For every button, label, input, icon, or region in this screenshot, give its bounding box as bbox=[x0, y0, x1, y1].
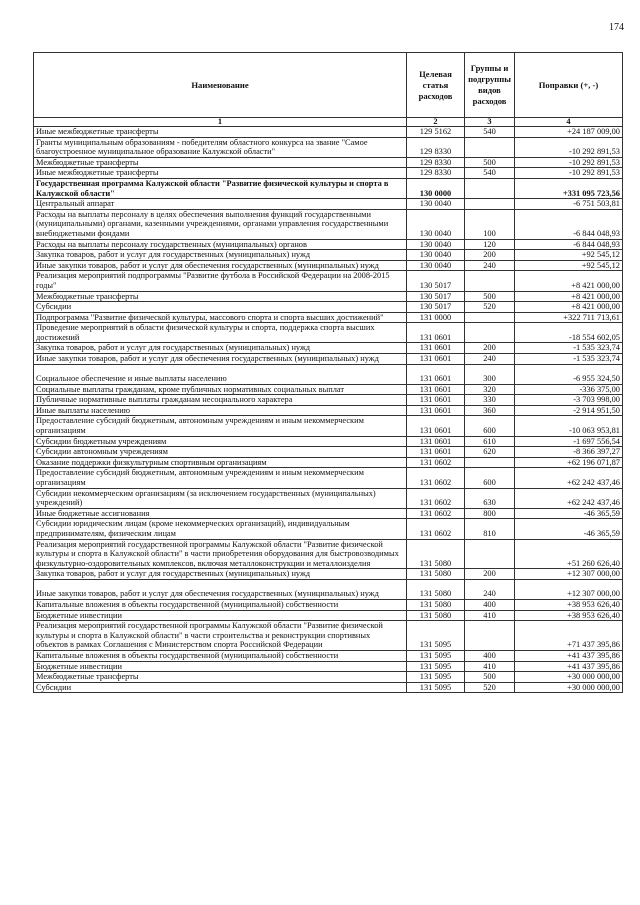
row-amendment-amount: -46 365,59 bbox=[515, 508, 623, 519]
row-amendment-amount: +62 242 437,46 bbox=[515, 468, 623, 488]
row-name: Закупка товаров, работ и услуг для государственных (муниципальных) нужд bbox=[34, 569, 407, 580]
table-body bbox=[34, 127, 623, 693]
row-amendment-amount: +331 095 723,56 bbox=[515, 178, 623, 198]
row-name: Капитальные вложения в объекты государственной (муниципальной) собственности bbox=[34, 599, 407, 610]
table-row bbox=[34, 384, 623, 395]
row-expense-group: 410 bbox=[465, 610, 515, 621]
row-target-article: 131 5095 bbox=[407, 650, 465, 661]
row-expense-group: 360 bbox=[465, 405, 515, 416]
row-target-article: 129 8330 bbox=[407, 168, 465, 179]
table-row bbox=[34, 569, 623, 580]
row-expense-group: 400 bbox=[465, 650, 515, 661]
row-amendment-amount: +322 711 713,61 bbox=[515, 312, 623, 323]
table-header-row bbox=[34, 53, 623, 118]
table-row bbox=[34, 621, 623, 651]
row-name: Субсидии некоммерческим организациям (за исключением государственных (муниципальных) учреждений) bbox=[34, 488, 407, 508]
row-target-article: 131 0601 bbox=[407, 343, 465, 354]
row-target-article: 130 5017 bbox=[407, 302, 465, 313]
row-expense-group: 500 bbox=[465, 157, 515, 168]
row-amendment-amount: +30 000 000,00 bbox=[515, 682, 623, 693]
row-target-article: 131 0602 bbox=[407, 457, 465, 468]
table-row bbox=[34, 157, 623, 168]
table-row bbox=[34, 271, 623, 291]
row-amendment-amount: +30 000 000,00 bbox=[515, 672, 623, 683]
row-expense-group: 100 bbox=[465, 209, 515, 239]
row-target-article: 131 5080 bbox=[407, 610, 465, 621]
header-target-article: Целевая статья расходов bbox=[407, 53, 465, 118]
row-name: Оказание поддержки физкультурным спортивным организациям bbox=[34, 457, 407, 468]
table-row bbox=[34, 447, 623, 458]
row-name: Межбюджетные трансферты bbox=[34, 291, 407, 302]
row-expense-group: 520 bbox=[465, 302, 515, 313]
row-name: Субсидии bbox=[34, 302, 407, 313]
row-expense-group: 800 bbox=[465, 508, 515, 519]
row-name: Капитальные вложения в объекты государственной (муниципальной) собственности bbox=[34, 650, 407, 661]
row-name: Гранты муниципальным образованиям - победителям областного конкурса на звание "Самое благоустроенное муниципальное образование Калужской области" bbox=[34, 137, 407, 157]
row-expense-group bbox=[465, 271, 515, 291]
row-name: Закупка товаров, работ и услуг для государственных (муниципальных) нужд bbox=[34, 250, 407, 261]
table-row bbox=[34, 178, 623, 198]
row-amendment-amount: +41 437 395,86 bbox=[515, 661, 623, 672]
row-expense-group: 300 bbox=[465, 364, 515, 384]
row-amendment-amount: -1 697 556,54 bbox=[515, 436, 623, 447]
row-target-article: 131 0601 bbox=[407, 354, 465, 365]
table-row bbox=[34, 599, 623, 610]
row-expense-group: 520 bbox=[465, 682, 515, 693]
row-target-article: 131 0602 bbox=[407, 508, 465, 519]
row-name: Межбюджетные трансферты bbox=[34, 672, 407, 683]
row-target-article: 130 0040 bbox=[407, 260, 465, 271]
row-name: Расходы на выплаты персоналу государственных (муниципальных) органов bbox=[34, 239, 407, 250]
row-amendment-amount: +38 953 626,40 bbox=[515, 610, 623, 621]
row-name: Расходы на выплаты персоналу в целях обеспечения выполнения функций государственными (муниципальными) органами, казенными учреждениями, органами управления государственными внебюджетными фондами bbox=[34, 209, 407, 239]
row-target-article: 131 5080 bbox=[407, 539, 465, 569]
column-number: 1 bbox=[34, 118, 407, 127]
row-name: Иные закупки товаров, работ и услуг для обеспечения государственных (муниципальных) нужд bbox=[34, 354, 407, 365]
row-amendment-amount: +12 307 000,00 bbox=[515, 569, 623, 580]
table-row bbox=[34, 661, 623, 672]
row-amendment-amount: -6 751 503,81 bbox=[515, 199, 623, 210]
row-amendment-amount: -8 366 397,27 bbox=[515, 447, 623, 458]
row-target-article: 131 0602 bbox=[407, 488, 465, 508]
table-row bbox=[34, 416, 623, 436]
row-name: Проведение мероприятий в области физической культуры и спорта, поддержка спорта высших достижений bbox=[34, 323, 407, 343]
table-row bbox=[34, 682, 623, 693]
table-row bbox=[34, 199, 623, 210]
budget-amendments-table bbox=[33, 52, 623, 693]
row-name: Иные закупки товаров, работ и услуг для обеспечения государственных (муниципальных) нужд bbox=[34, 260, 407, 271]
table-row bbox=[34, 457, 623, 468]
row-target-article: 130 0040 bbox=[407, 199, 465, 210]
row-amendment-amount: -1 535 323,74 bbox=[515, 343, 623, 354]
row-expense-group bbox=[465, 137, 515, 157]
row-expense-group: 500 bbox=[465, 291, 515, 302]
row-target-article: 131 0601 bbox=[407, 364, 465, 384]
row-amendment-amount: -10 292 891,53 bbox=[515, 157, 623, 168]
row-expense-group bbox=[465, 457, 515, 468]
row-amendment-amount: +8 421 000,00 bbox=[515, 271, 623, 291]
table-row bbox=[34, 209, 623, 239]
row-name: Иные бюджетные ассигнования bbox=[34, 508, 407, 519]
row-amendment-amount: +62 196 071,87 bbox=[515, 457, 623, 468]
row-name: Иные межбюджетные трансферты bbox=[34, 168, 407, 179]
row-expense-group: 540 bbox=[465, 168, 515, 179]
row-expense-group: 410 bbox=[465, 661, 515, 672]
row-amendment-amount: -10 292 891,53 bbox=[515, 168, 623, 179]
table-row bbox=[34, 239, 623, 250]
table-row bbox=[34, 291, 623, 302]
row-expense-group: 320 bbox=[465, 384, 515, 395]
row-target-article: 131 0601 bbox=[407, 395, 465, 406]
row-amendment-amount: -6 844 048,93 bbox=[515, 239, 623, 250]
row-target-article: 130 0040 bbox=[407, 209, 465, 239]
row-expense-group: 240 bbox=[465, 260, 515, 271]
row-target-article: 131 0601 bbox=[407, 436, 465, 447]
row-name: Предоставление субсидий бюджетным, автономным учреждениям и иным некоммерческим организациям bbox=[34, 416, 407, 436]
table-row bbox=[34, 539, 623, 569]
row-expense-group: 240 bbox=[465, 579, 515, 599]
row-expense-group: 500 bbox=[465, 672, 515, 683]
row-expense-group: 810 bbox=[465, 519, 515, 539]
row-amendment-amount: +92 545,12 bbox=[515, 250, 623, 261]
row-expense-group: 330 bbox=[465, 395, 515, 406]
header-expense-groups: Группы и подгруппы видов расходов bbox=[465, 53, 515, 118]
row-amendment-amount: +71 437 395,86 bbox=[515, 621, 623, 651]
row-target-article: 131 0601 bbox=[407, 323, 465, 343]
row-amendment-amount: +62 242 437,46 bbox=[515, 488, 623, 508]
row-amendment-amount: -18 554 602,05 bbox=[515, 323, 623, 343]
row-amendment-amount: -6 955 324,50 bbox=[515, 364, 623, 384]
table-row bbox=[34, 579, 623, 599]
table-row bbox=[34, 168, 623, 179]
row-expense-group: 630 bbox=[465, 488, 515, 508]
row-name: Субсидии юридическим лицам (кроме некоммерческих организаций), индивидуальным предпринимателям, физическим лицам bbox=[34, 519, 407, 539]
table-row bbox=[34, 323, 623, 343]
table-row bbox=[34, 672, 623, 683]
row-amendment-amount: +38 953 626,40 bbox=[515, 599, 623, 610]
row-expense-group bbox=[465, 178, 515, 198]
header-amendments: Поправки (+, -) bbox=[515, 53, 623, 118]
row-expense-group: 600 bbox=[465, 416, 515, 436]
table-row bbox=[34, 488, 623, 508]
row-name: Субсидии бюджетным учреждениям bbox=[34, 436, 407, 447]
row-expense-group bbox=[465, 323, 515, 343]
table-row bbox=[34, 137, 623, 157]
row-name: Иные выплаты населению bbox=[34, 405, 407, 416]
row-name: Социальные выплаты гражданам, кроме публичных нормативных социальных выплат bbox=[34, 384, 407, 395]
row-target-article: 131 0601 bbox=[407, 405, 465, 416]
column-number: 4 bbox=[515, 118, 623, 127]
table-row bbox=[34, 436, 623, 447]
row-name: Субсидии bbox=[34, 682, 407, 693]
table-row bbox=[34, 650, 623, 661]
row-target-article: 129 8330 bbox=[407, 137, 465, 157]
row-target-article: 131 0000 bbox=[407, 312, 465, 323]
row-expense-group bbox=[465, 621, 515, 651]
row-amendment-amount: +41 437 395,86 bbox=[515, 650, 623, 661]
row-target-article: 130 0040 bbox=[407, 239, 465, 250]
row-expense-group: 240 bbox=[465, 354, 515, 365]
row-amendment-amount: -6 844 048,93 bbox=[515, 209, 623, 239]
column-number: 2 bbox=[407, 118, 465, 127]
row-name: Государственная программа Калужской области "Развитие физической культуры и спорта в Калужской области" bbox=[34, 178, 407, 198]
row-target-article: 130 5017 bbox=[407, 271, 465, 291]
row-target-article: 131 0601 bbox=[407, 384, 465, 395]
row-name: Иные закупки товаров, работ и услуг для обеспечения государственных (муниципальных) нужд bbox=[34, 579, 407, 599]
column-number-row bbox=[34, 118, 623, 127]
table-row bbox=[34, 468, 623, 488]
table-row bbox=[34, 508, 623, 519]
table-row bbox=[34, 343, 623, 354]
row-expense-group: 620 bbox=[465, 447, 515, 458]
row-name: Предоставление субсидий бюджетным, автономным учреждениям и иным некоммерческим организациям bbox=[34, 468, 407, 488]
row-expense-group: 200 bbox=[465, 250, 515, 261]
row-target-article: 131 5080 bbox=[407, 579, 465, 599]
row-amendment-amount: -3 703 998,00 bbox=[515, 395, 623, 406]
row-name: Бюджетные инвестиции bbox=[34, 610, 407, 621]
row-amendment-amount: +8 421 000,00 bbox=[515, 302, 623, 313]
row-expense-group: 200 bbox=[465, 569, 515, 580]
row-amendment-amount: -10 292 891,53 bbox=[515, 137, 623, 157]
row-target-article: 131 5095 bbox=[407, 672, 465, 683]
row-expense-group: 400 bbox=[465, 599, 515, 610]
row-expense-group: 200 bbox=[465, 343, 515, 354]
row-amendment-amount: -1 535 323,74 bbox=[515, 354, 623, 365]
row-amendment-amount: +92 545,12 bbox=[515, 260, 623, 271]
row-expense-group bbox=[465, 539, 515, 569]
row-expense-group: 540 bbox=[465, 127, 515, 138]
row-name: Публичные нормативные выплаты гражданам несоциального характера bbox=[34, 395, 407, 406]
table-row bbox=[34, 610, 623, 621]
row-name: Реализация мероприятий государственной программы Калужской области "Развитие физической культуры и спорта в Калужской области" в части приобретения оборудования для быстровозводимых физкультурно-оздоровительных комплексов, включая металлоконструкции и металлоизделия bbox=[34, 539, 407, 569]
row-target-article: 130 5017 bbox=[407, 291, 465, 302]
row-target-article: 129 8330 bbox=[407, 157, 465, 168]
table-row bbox=[34, 127, 623, 138]
row-target-article: 131 5080 bbox=[407, 569, 465, 580]
row-name: Центральный аппарат bbox=[34, 199, 407, 210]
row-expense-group bbox=[465, 199, 515, 210]
table-row bbox=[34, 312, 623, 323]
row-amendment-amount: -2 914 951,50 bbox=[515, 405, 623, 416]
table-row bbox=[34, 260, 623, 271]
row-expense-group: 610 bbox=[465, 436, 515, 447]
row-name: Реализация мероприятий подпрограммы "Развитие футбола в Российской Федерации на 2008-2015 годы" bbox=[34, 271, 407, 291]
row-name: Закупка товаров, работ и услуг для государственных (муниципальных) нужд bbox=[34, 343, 407, 354]
row-expense-group: 120 bbox=[465, 239, 515, 250]
row-name: Социальное обеспечение и иные выплаты населению bbox=[34, 364, 407, 384]
row-amendment-amount: -10 063 953,81 bbox=[515, 416, 623, 436]
row-amendment-amount: -336 375,00 bbox=[515, 384, 623, 395]
row-target-article: 131 0602 bbox=[407, 519, 465, 539]
table-row bbox=[34, 395, 623, 406]
row-amendment-amount: +12 307 000,00 bbox=[515, 579, 623, 599]
row-amendment-amount: +8 421 000,00 bbox=[515, 291, 623, 302]
row-name: Иные межбюджетные трансферты bbox=[34, 127, 407, 138]
row-name: Реализация мероприятий государственной программы Калужской области "Развитие физической культуры и спорта в Калужской области" в части строительства и реконструкции спортивных объектов в рамках Соглашения с Министерством спорта Российской Федерации bbox=[34, 621, 407, 651]
row-amendment-amount: -46 365,59 bbox=[515, 519, 623, 539]
row-name: Субсидии автономным учреждениям bbox=[34, 447, 407, 458]
row-target-article: 131 0601 bbox=[407, 447, 465, 458]
row-target-article: 131 5080 bbox=[407, 599, 465, 610]
column-number: 3 bbox=[465, 118, 515, 127]
table-row bbox=[34, 354, 623, 365]
row-name: Межбюджетные трансферты bbox=[34, 157, 407, 168]
row-target-article: 130 0000 bbox=[407, 178, 465, 198]
row-name: Подпрограмма "Развитие физической культуры, массового спорта и спорта высших достижений" bbox=[34, 312, 407, 323]
header-name: Наименование bbox=[34, 53, 407, 118]
table-row bbox=[34, 250, 623, 261]
row-target-article: 131 0601 bbox=[407, 416, 465, 436]
row-expense-group: 600 bbox=[465, 468, 515, 488]
row-amendment-amount: +24 187 009,00 bbox=[515, 127, 623, 138]
row-target-article: 131 5095 bbox=[407, 621, 465, 651]
table-row bbox=[34, 519, 623, 539]
row-target-article: 129 5162 bbox=[407, 127, 465, 138]
table-row bbox=[34, 302, 623, 313]
row-target-article: 131 5095 bbox=[407, 682, 465, 693]
row-expense-group bbox=[465, 312, 515, 323]
row-target-article: 131 5095 bbox=[407, 661, 465, 672]
page-number: 174 bbox=[609, 22, 624, 33]
row-target-article: 131 0602 bbox=[407, 468, 465, 488]
row-target-article: 130 0040 bbox=[407, 250, 465, 261]
row-amendment-amount: +51 260 626,40 bbox=[515, 539, 623, 569]
row-name: Бюджетные инвестиции bbox=[34, 661, 407, 672]
table-row bbox=[34, 364, 623, 384]
table-row bbox=[34, 405, 623, 416]
